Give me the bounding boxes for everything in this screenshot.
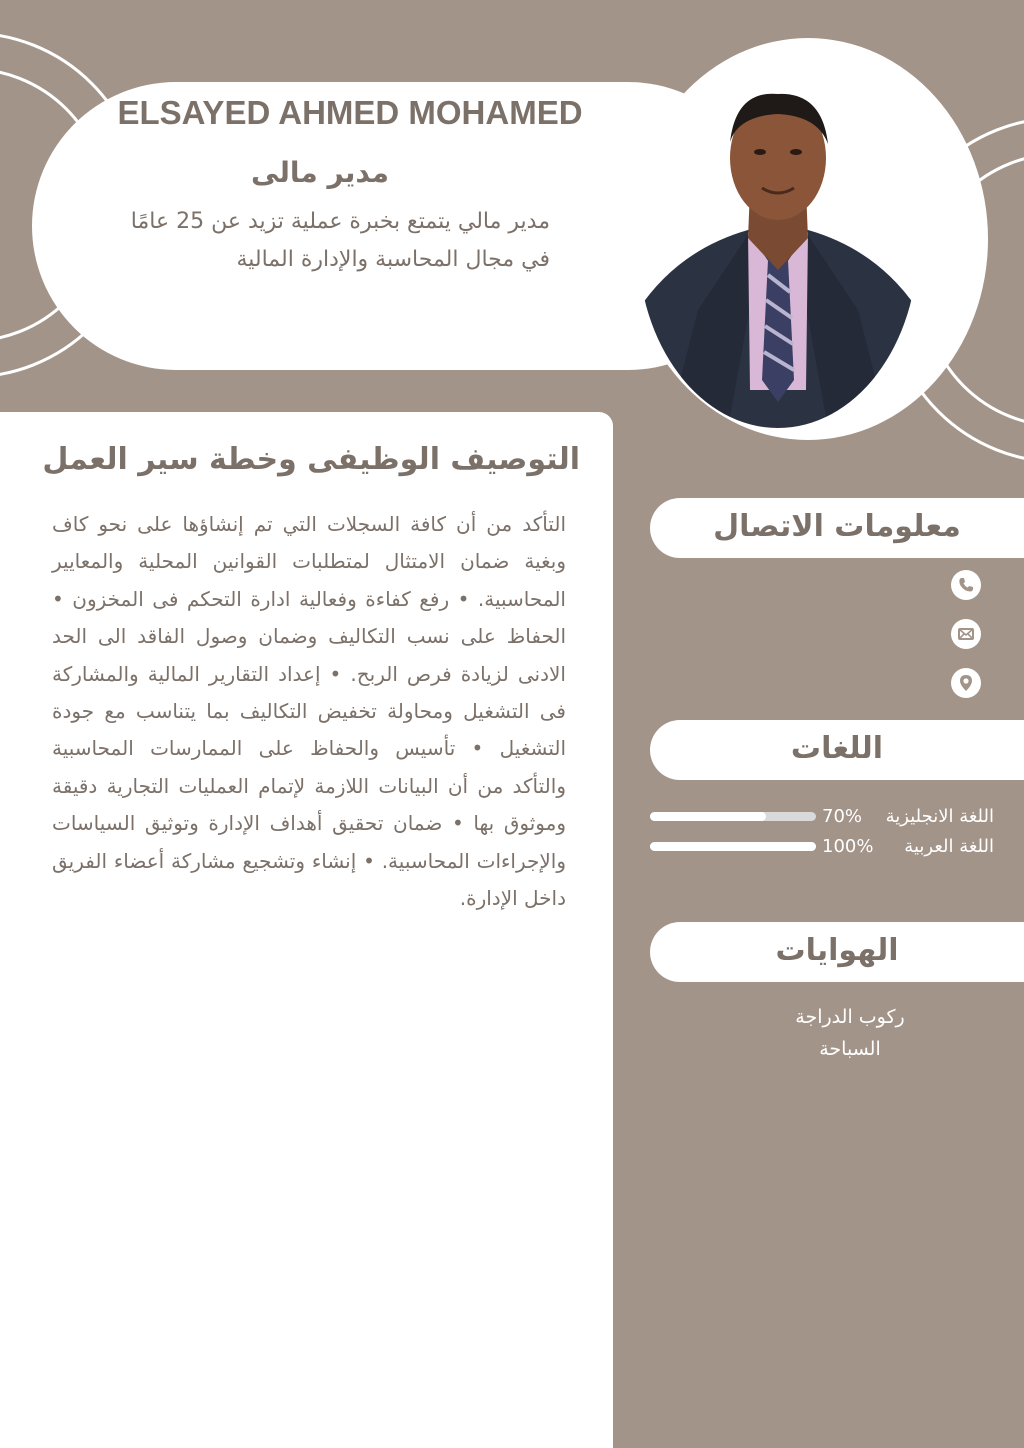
language-bar-fill-arabic (650, 842, 816, 851)
phone-icon (951, 570, 981, 600)
language-bar-fill-english (650, 812, 766, 821)
person-name: ELSAYED AHMED MOHAMED (117, 94, 583, 131)
mail-icon (951, 619, 981, 649)
hobby-item: السباحة (819, 1038, 881, 1060)
language-percent-english: 70% (822, 806, 863, 827)
hobby-item: ركوب الدراجة (795, 1006, 905, 1028)
language-percent-arabic: 100% (822, 836, 874, 857)
job-description-title: التوصيف الوظيفى وخطة سير العمل (42, 442, 580, 477)
language-bar-english (650, 812, 816, 821)
profile-summary: مدير مالي يتمتع بخبرة عملية تزيد عن 25 عامًا في مجال المحاسبة والإدارة المالية (130, 209, 550, 272)
languages-section-title: اللغات (650, 720, 1024, 780)
language-bar-arabic (650, 842, 816, 851)
contact-section-title: معلومات الاتصال (650, 498, 1024, 558)
language-label-english: اللغة الانجليزية (885, 806, 994, 827)
hobbies-section-title: الهوايات (650, 922, 1024, 982)
location-icon (951, 668, 981, 698)
job-description-body: التأكد من أن كافة السجلات التي تم إنشاؤها على نحو كاف وبغية ضمان الامتثال لمتطلبات القوانين المحلية والمعايير المحاسبية. • رفع كفاءة وفعالية ادارة التحكم فى المخزون • الحفاظ على نسب التكاليف وضمان وصول الفاقد الى الحد الادنى لزيادة فرص الربح. • إعداد التقارير المالية والمشاركة فى التشغيل ومحاولة تخفيض التكاليف بما يتناسب مع جودة التشغيل • تأسيس والحفاظ على الممارسات المحاسبية والتأكد من أن البيانات اللازمة لإتمام العمليات التجارية دقيقة وموثوق بها • ضمان تحقيق أهداف الإدارة وتوثيق السياسات والإجراءات المحاسبية. • إنشاء وتشجيع مشاركة أعضاء الفريق داخل الإدارة. (52, 512, 566, 911)
job-title: مدير مالى (251, 156, 389, 189)
language-label-arabic: اللغة العربية (904, 836, 994, 857)
profile-photo (638, 60, 918, 428)
